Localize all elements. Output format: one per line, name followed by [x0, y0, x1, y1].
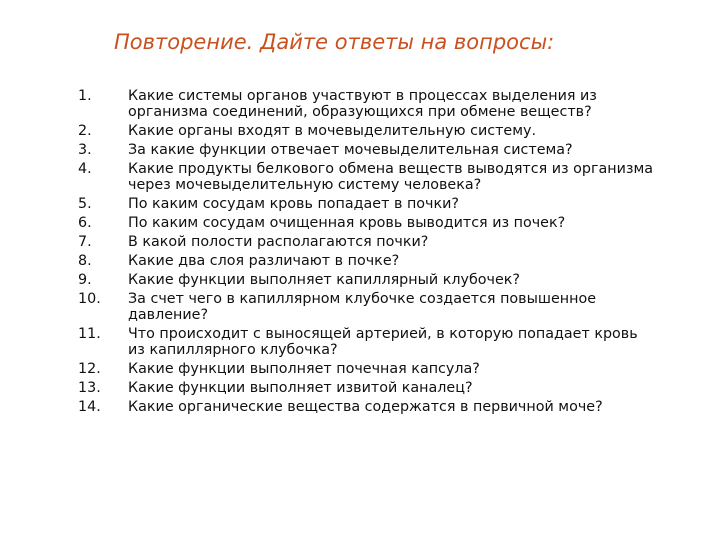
- question-text: Какие органические вещества содержатся в первичной моче?: [128, 399, 603, 415]
- question-number: 8.: [78, 253, 92, 269]
- slide-title: Повторение. Дайте ответы на вопросы:: [114, 30, 555, 54]
- question-text: По каким сосудам кровь попадает в почки?: [128, 196, 459, 212]
- question-text: Какие продукты белкового обмена веществ выводятся из организма через мочевыделительную систему человека?: [128, 161, 654, 193]
- question-number: 4.: [78, 161, 92, 177]
- question-item-7: [78, 234, 714, 250]
- question-text: Какие системы органов участвуют в процессах выделения из организма соединений, образующихся при обмене веществ?: [128, 88, 597, 120]
- question-text: За счет чего в капиллярном клубочке создается повышенное давление?: [128, 291, 597, 323]
- question-number: 1.: [78, 88, 92, 104]
- question-item-6: [78, 215, 714, 231]
- question-number: 2.: [78, 123, 92, 139]
- question-number: 5.: [78, 196, 92, 212]
- question-item-4: [78, 161, 714, 193]
- question-item-12: [78, 361, 714, 377]
- question-number: 10.: [78, 291, 101, 307]
- question-item-2: [78, 123, 714, 139]
- question-item-10: [78, 291, 714, 323]
- question-item-11: [78, 326, 714, 358]
- question-list: [78, 88, 714, 418]
- question-text: Что происходит с выносящей артерией, в которую попадает кровь из капиллярного клубочка?: [128, 326, 638, 358]
- question-item-13: [78, 380, 714, 396]
- question-text: В какой полости располагаются почки?: [128, 234, 429, 250]
- question-number: 7.: [78, 234, 92, 250]
- question-number: 14.: [78, 399, 101, 415]
- question-item-5: [78, 196, 714, 212]
- question-item-14: [78, 399, 714, 415]
- question-text: За какие функции отвечает мочевыделительная система?: [128, 142, 573, 158]
- question-number: 3.: [78, 142, 92, 158]
- question-text: Какие органы входят в мочевыделительную систему.: [128, 123, 537, 139]
- question-text: Какие функции выполняет почечная капсула?: [128, 361, 480, 377]
- question-item-8: [78, 253, 714, 269]
- question-item-3: [78, 142, 714, 158]
- question-text: Какие два слоя различают в почке?: [128, 253, 400, 269]
- question-number: 13.: [78, 380, 101, 396]
- question-item-1: [78, 88, 714, 120]
- question-number: 11.: [78, 326, 101, 342]
- question-number: 9.: [78, 272, 92, 288]
- question-number: 12.: [78, 361, 101, 377]
- question-text: Какие функции выполняет извитой каналец?: [128, 380, 473, 396]
- question-text: Какие функции выполняет капиллярный клубочек?: [128, 272, 520, 288]
- question-number: 6.: [78, 215, 92, 231]
- question-item-9: [78, 272, 714, 288]
- question-text: По каким сосудам очищенная кровь выводится из почек?: [128, 215, 566, 231]
